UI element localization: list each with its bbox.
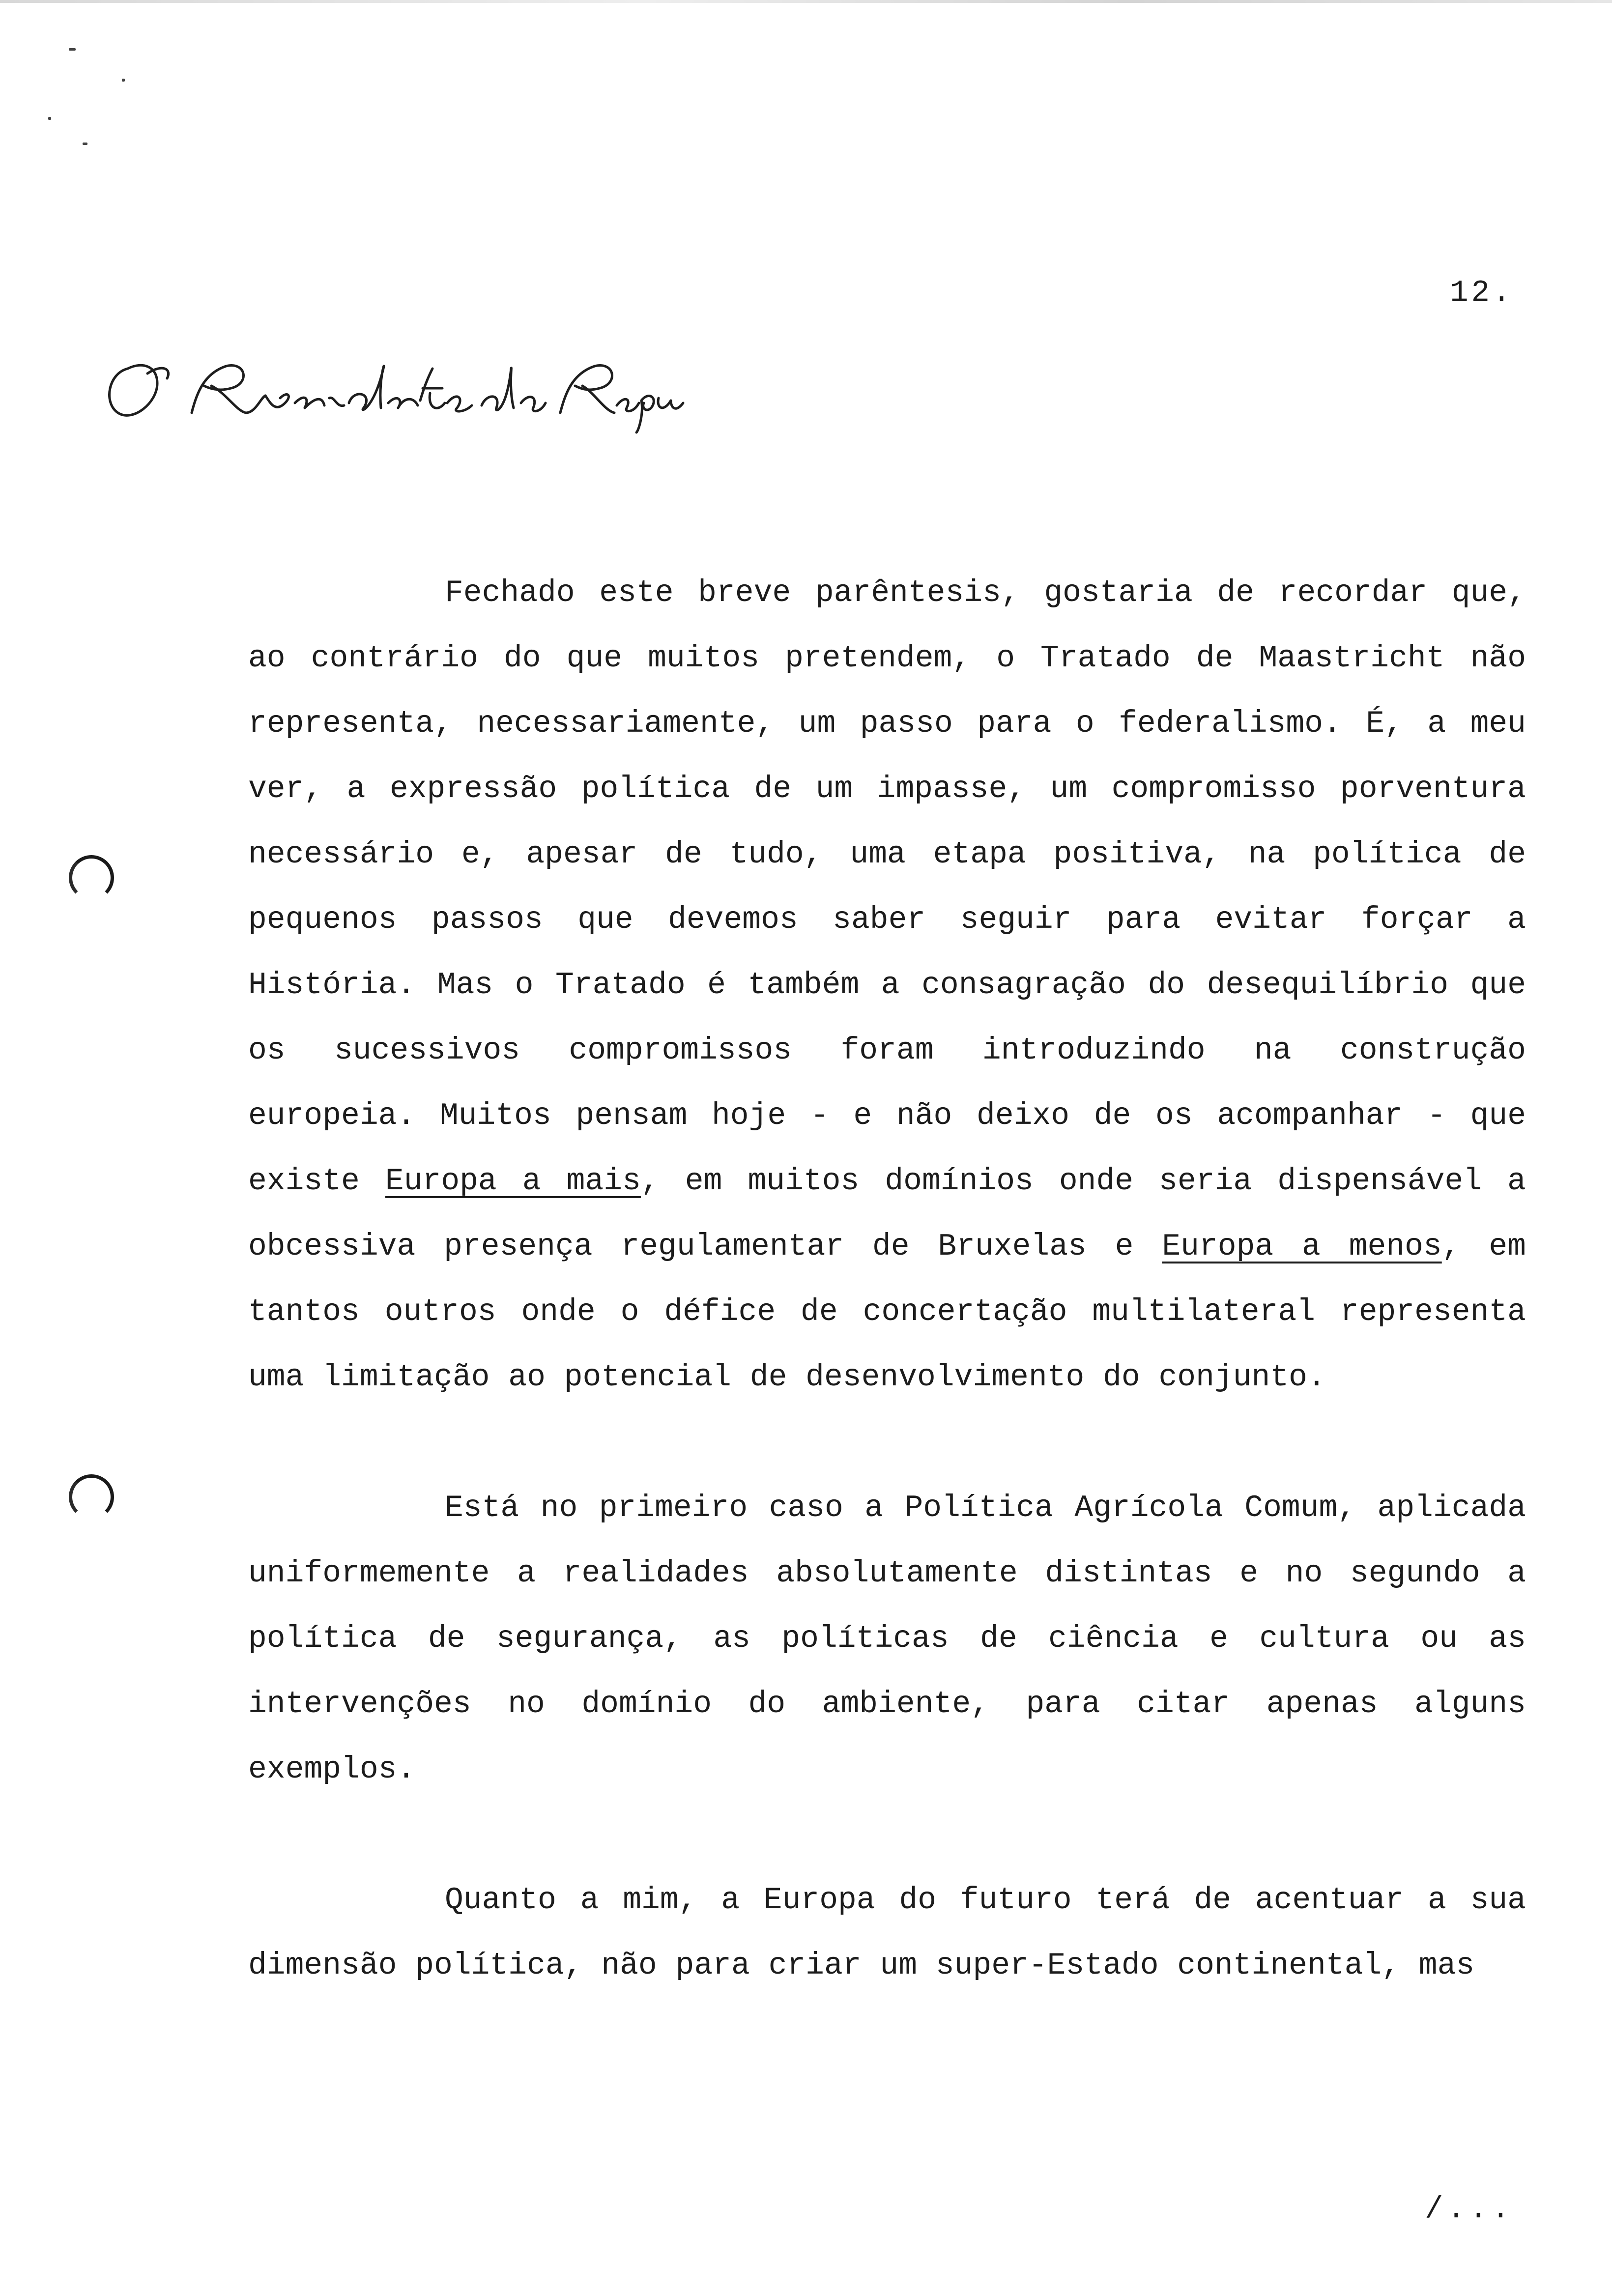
scan-speck: [69, 48, 76, 51]
punch-hole-upper: [69, 855, 114, 900]
scan-top-edge: [0, 0, 1612, 3]
p2-text: Está no primeiro caso a Política Agrícola Comum, aplicada uniformemente a realidades absolutamente distintas e no segundo a política de segurança, as políticas de ciência e cultura ou as intervenções no domínio do ambiente, para citar apenas alguns exemplos.: [248, 1491, 1526, 1787]
p1-text-3: , em tantos outros onde o défice de concertação multilateral representa uma limitação ao potencial de desenvolvimento do conjunto.: [248, 1229, 1526, 1395]
scan-speck: [48, 117, 51, 120]
paragraph-2: [248, 1475, 1526, 1802]
continuation-mark: /...: [1425, 2192, 1514, 2227]
letter-body: [248, 560, 1526, 1998]
page-number: 12.: [1450, 275, 1514, 310]
p1-underlined-europa-a-menos: Europa a menos: [1162, 1229, 1442, 1264]
punch-hole-lower: [69, 1474, 114, 1520]
scan-speck: [83, 143, 87, 145]
letterhead: [98, 339, 688, 437]
p1-underlined-europa-a-mais: Europa a mais: [385, 1164, 641, 1199]
paragraph-1: [248, 560, 1526, 1410]
p3-text: Quanto a mim, a Europa do futuro terá de acentuar a sua dimensão política, não para criar um super-Estado continental, mas: [248, 1883, 1526, 1983]
p1-text-2: , em muitos domínios onde seria dispensável a obcessiva presença regulamentar de Bruxelas e: [248, 1164, 1526, 1264]
p1-text-1: Fechado este breve parêntesis, gostaria de recordar que, ao contrário do que muitos pretendem, o Tratado de Maastricht não representa, necessariamente, um passo para o federalismo. É, a meu ver, a expressão política de um impasse, um compromisso porventura necessário e, apesar de tudo, uma etapa positiva, na política de pequenos passos que devemos saber seguir para evitar forçar a História. Mas o Tratado é também a consagração do desequilíbrio que os sucessivos compromissos foram introduzindo na construção europeia. Muitos pensam hoje - e não deixo de os acompanhar - que existe: [248, 575, 1526, 1199]
paragraph-3: [248, 1867, 1526, 1998]
scan-speck: [122, 79, 125, 82]
letterhead-title: [98, 339, 643, 437]
